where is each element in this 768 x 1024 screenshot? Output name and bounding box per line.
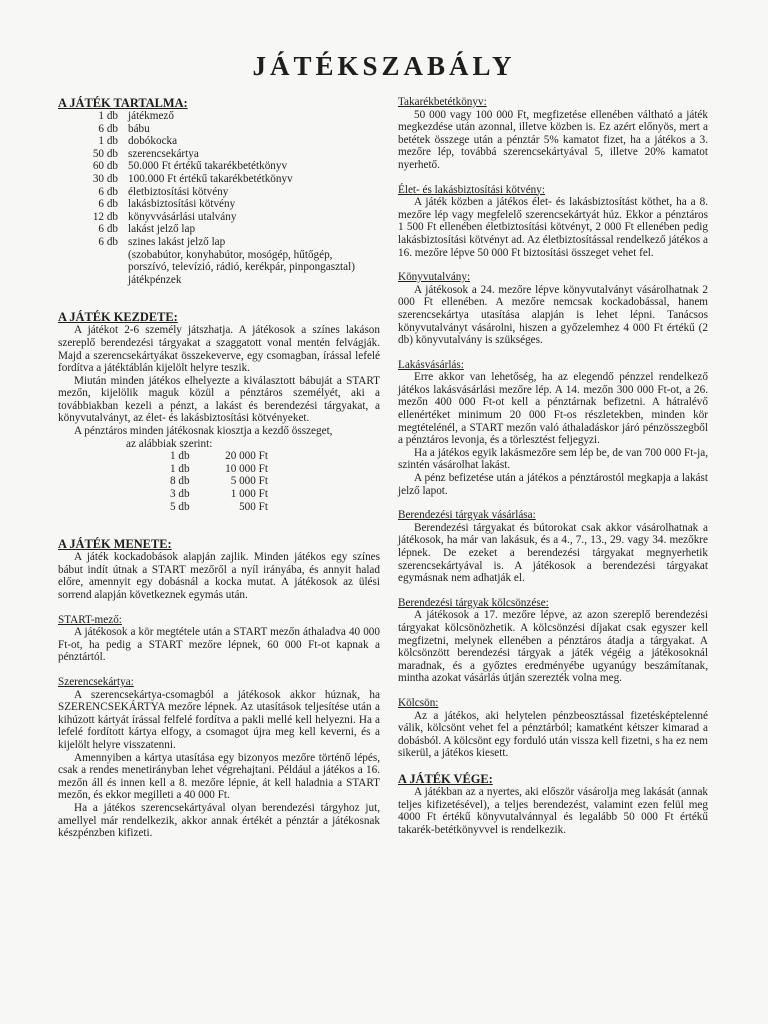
money-amount: 1 000 Ft: [230, 488, 268, 501]
paragraph: A pénz befizetése után a játékos a pénztárostól megkapja a lakást jelző lapot.: [398, 472, 708, 497]
inventory-subitems: játékpénzek: [128, 273, 182, 286]
item-name: 100.000 Ft értékű takarékbetétkönyv: [128, 172, 293, 185]
paragraph: Az a játékos, aki helytelen pénzbeosztással fizetésképtelenné válik, kölcsönt vehet fel a pénztárból; kamatként kétszer kimarad a dobásból. A kölcsönt egy forduló után vissza kell fizetni, s ha ez nem sikerül, a játékos kiesett.: [398, 709, 708, 760]
money-row: [170, 501, 268, 514]
paragraph: A szerencsekártya-csomagból a játékosok akkor húznak, ha SZERENCSEKÁRTYA mezőre lépnek. Az utasítások teljesítése után a kihúzott kártyát írással felfelé fordítva a pakli mellé kell helyezni. Ha a lefelé fordított kártya elfogy, a csomagot újra meg kell keverni, és a kijelölt helyre visszatenni.: [58, 688, 380, 751]
subsection-heading: Lakásvásárlás:: [398, 358, 464, 371]
inventory-item: [72, 186, 293, 199]
paragraph: Amennyiben a kártya utasítása egy bizonyos mezőre történő lépés, csak a rendes menetirányban lehet végrehajtani. Például a játékos a 16. mezőn áll és innen kell a 8. mezőre lépnie, át kell haladnia a START mezőn, és ekkor megilleti a 40 000 Ft.: [58, 751, 380, 802]
subsection-heading: Szerencsekártya:: [58, 675, 134, 688]
paragraph: az alábbiak szerint:: [126, 437, 213, 450]
money-qty: 1 db: [170, 450, 190, 463]
money-qty: 8 db: [170, 475, 190, 488]
item-name: lakást jelző lap: [128, 223, 196, 236]
item-qty: 50 db: [92, 147, 118, 160]
inventory-item: [72, 236, 293, 249]
section-course: [58, 537, 380, 601]
money-row: [170, 488, 268, 501]
item-qty: 1 db: [98, 110, 118, 122]
starting-money-table: [170, 450, 268, 513]
paragraph: 50 000 vagy 100 000 Ft, megfizetése ellenében váltható a játék megkezdése után azonnal, illetve közben is. Ez azért előnyös, mert a betétek összege után a pénztár 5% kamatot fizet, ha a játékos a 3. mezőre lép, továbbá szerencsekártyával 5, illetve 20% kamatot nyerhető.: [398, 108, 708, 171]
section-voucher: [398, 271, 708, 347]
subsection-heading: Berendezési tárgyak kölcsönzése:: [398, 596, 549, 609]
section-start-field: [58, 614, 380, 664]
paragraph: A játék kockadobások alapján zajlik. Minden játékos egy színes bábut indít útnak a START mezőről a nyíl irányába, és annyit halad előre, amennyit egy dobásnál a kocka mutat. A játékosok az ülési sorrend alapján következnek egymás után.: [58, 551, 380, 601]
inventory-item: [72, 211, 293, 224]
item-qty: 12 db: [92, 210, 118, 223]
inventory-item: [72, 198, 293, 211]
item-name: szerencsekártya: [128, 147, 199, 160]
section-heading: A JÁTÉK KEZDETE:: [58, 310, 178, 325]
section-start: [58, 310, 380, 513]
inventory-item: [72, 135, 293, 148]
item-qty: 30 db: [92, 172, 118, 185]
section-heading: A JÁTÉK MENETE:: [58, 537, 172, 552]
inventory-item: [72, 160, 293, 173]
section-heading: A JÁTÉK TARTALMA:: [58, 96, 188, 110]
section-loan: [398, 597, 708, 685]
paragraph: A játékban az a nyertes, aki először vásárolja meg lakását (annak teljes kifizetésével), a teljes berendezést, valamint ezen felül meg 4000 Ft értékű könyvutalvánnyal és legalább 50 000 Ft értékű takarék-betétkönyvvel is rendelkezik.: [398, 785, 708, 836]
section-cards: [58, 676, 380, 840]
section-flat: [398, 359, 708, 498]
page-title: JÁTÉKSZABÁLY: [252, 51, 516, 81]
subsection-heading: Berendezési tárgyak vásárlása:: [398, 509, 536, 522]
paragraph: Miután minden játékos elhelyezte a kiválasztott bábuját a START mezőn, kijelölik maguk közül a pénztáros személyét, aki a továbbiakban kezeli a pénzt, a lakást és berendezési tárgyakat, a könyvutalványt, az élet- és lakásbiztosítási kötvényeket.: [58, 374, 380, 425]
item-qty: 6 db: [98, 122, 118, 135]
money-row: [170, 463, 268, 476]
paragraph: A játékosok a 24. mezőre lépve könyvutalványt vásárolhatnak 2 000 Ft ellenében. A mezőre nemcsak kockadobással, hanem szerencsekártya utasítása alapján is lehet lépni. Tanácsos könyvutalványt vásárolni, hiszen a győzelemhez 4 000 Ft értékű (2 db) könyvutalvány is szükséges.: [398, 283, 708, 347]
item-qty: 6 db: [98, 198, 118, 211]
section-end: [398, 772, 708, 836]
item-name: életbiztosítási kötvény: [128, 185, 229, 198]
money-amount: 5 000 Ft: [230, 475, 268, 488]
section-contents: [58, 96, 380, 286]
money-qty: 1 db: [170, 462, 190, 475]
item-name: lakásbiztosítási kötvény: [128, 198, 236, 211]
item-qty: 6 db: [98, 235, 118, 248]
paragraph: Ha a játékos egyik lakásmezőre sem lép be, de van 700 000 Ft-ja, szintén vásárolhat lakást.: [398, 446, 708, 472]
item-name: 50.000 Ft értékű takarékbetétkönyv: [128, 160, 288, 173]
inventory-item: [72, 148, 293, 161]
paragraph: Berendezési tárgyakat és bútorokat csak akkor vásárolhatnak a játékosok, ha már van lakásuk, és a 4., 7., 13., 29. vagy 34. mezőkre lépnek. De ezeket a berendezési tárgyakat megnyerhetik szerencsekártyával is. A játékosok a berendezési tárgyakat egymásnak nem adhatják el.: [398, 521, 708, 585]
left-column: [58, 96, 380, 852]
item-name: játékmező: [128, 110, 174, 122]
section-insurance: [398, 184, 708, 260]
section-savings: [398, 96, 708, 172]
paragraph: Erre akkor van lehetőség, ha az elegendő pénzzel rendelkező játékos lakásvásárlási mezőre lép. A 14. mezőn 300 000 Ft-ot, a 26. mezőn 400 000 Ft-ot kell a pénztárnak befizetni. A hátralévő ellenértéket minimum 20 000 Ft-os részletekben, minden kör megtételénél, a START mezőn való áthaladáskor járó pénzösszegből a pénztáros levonja, és a törlesztést feljegyzi.: [398, 371, 708, 447]
item-name: könyvvásárlási utalvány: [128, 210, 237, 223]
subsection-heading: Takarékbetétkönyv:: [398, 96, 487, 108]
subsection-heading: Könyvutalvány:: [398, 271, 471, 284]
inventory-subitems: porszívó, televízió, rádió, kerékpár, pinpongasztal): [128, 261, 355, 274]
inventory-item: [72, 110, 293, 123]
inventory-list: [72, 110, 293, 249]
money-row: [170, 450, 268, 463]
subsection-heading: Élet- és lakásbiztosítási kötvény:: [398, 183, 545, 196]
paragraph: A játék közben a játékos élet- és lakásbiztosítást köthet, ha a 8. mezőre lép vagy megfelelő szerencsekártyát húz. Ekkor a pénztáros 1 500 Ft ellenében életbiztosítási kötvényt, 2 000 Ft ellenében pedig lakásbiztosítási kötvényt ad. Az életbiztosítással rendelkező játékos a 16. mezőre lépve 50 000 Ft biztosítási összeget vehet fel.: [398, 196, 708, 259]
money-row: [170, 475, 268, 488]
paragraph: A játékosok a 17. mezőre lépve, az azon szereplő berendezési tárgyakat kölcsönözhetik. A kölcsönzési díjakat csak egyszer kell megfizetni, melynek ellenében a pénztáros átadja a tárgyakat. A kölcsönzött berendezési tárgyak a játék végéig a játékosoknál maradnak, és a győztes eredményébe ugyanúgy beszámítanak, mintha azokat vásárlás útján szerezték volna meg.: [398, 609, 708, 685]
paragraph: Ha a játékos szerencsekártyával olyan berendezési tárgyhoz jut, amellyel már rendelkezik, akkor annak értékét a pénztár a játékosnak készpénzben kifizeti.: [58, 801, 380, 840]
money-qty: 5 db: [170, 500, 190, 513]
paragraph: A játékot 2-6 személy játszhatja. A játékosok a színes lakáson szereplő berendezési tárgyakat a szaggatott vonal mentén felvágják. Majd a szerencsekártyákat összekeverve, egy csomagban, írással lefelé fordítva a játéktáblán kijelölt helyre teszik.: [58, 324, 380, 375]
item-qty: 6 db: [98, 185, 118, 198]
inventory-subitems: (szobabútor, konyhabútor, mosógép, hűtőgép,: [128, 248, 333, 261]
right-column: [398, 96, 708, 848]
item-qty: 1 db: [98, 135, 118, 148]
section-furniture: [398, 509, 708, 585]
money-amount: 20 000 Ft: [225, 450, 268, 463]
item-name: dobókocka: [128, 135, 178, 148]
paragraph: A játékosok a kör megtétele után a START mezőn áthaladva 40 000 Ft-ot, ha pedig a START mezőre lépnek, 60 000 Ft-ot kapnak a pénztártól.: [58, 626, 380, 664]
inventory-item: [72, 173, 293, 186]
inventory-item: [72, 223, 293, 236]
section-heading: A JÁTÉK VÉGE:: [398, 771, 493, 786]
subsection-heading: START-mező:: [58, 613, 122, 626]
inventory-item: [72, 123, 293, 136]
money-amount: 500 Ft: [239, 500, 268, 513]
money-qty: 3 db: [170, 488, 190, 501]
item-qty: 60 db: [92, 160, 118, 173]
paragraph: A pénztáros minden játékosnak kiosztja a kezdő összeget,: [74, 425, 333, 438]
item-qty: 6 db: [98, 223, 118, 236]
item-name: bábu: [128, 122, 150, 135]
money-amount: 10 000 Ft: [225, 462, 268, 475]
subsection-heading: Kölcsön:: [398, 696, 439, 709]
section-credit: [398, 697, 708, 760]
item-name: szines lakást jelző lap: [128, 235, 226, 248]
